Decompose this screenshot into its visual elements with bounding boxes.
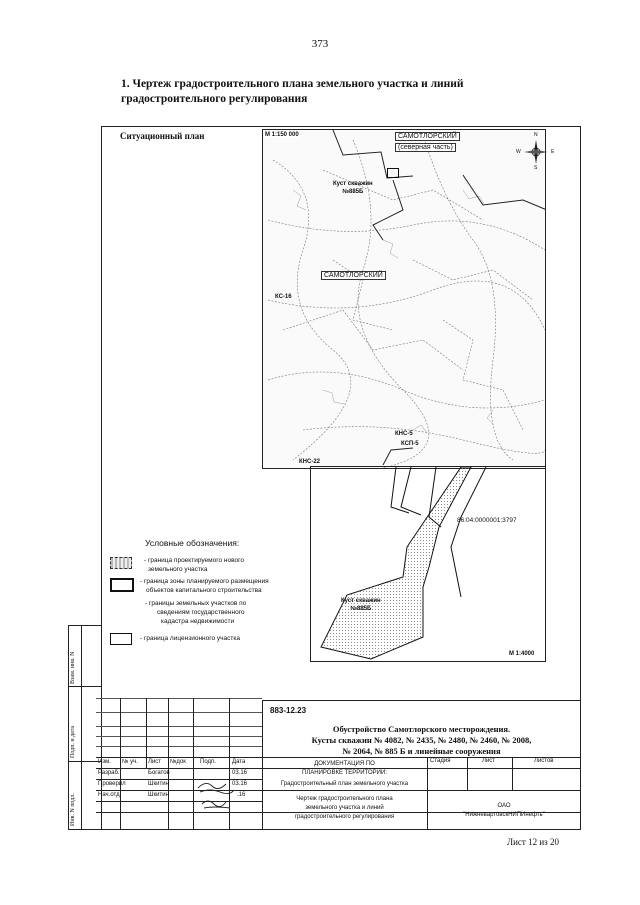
map-cluster-label-1: Куст скважин — [333, 181, 373, 187]
stamp-doc-title — [262, 760, 427, 778]
legend-item-3-line-1: - границы земельных участков по — [145, 600, 247, 607]
detail-plot-shape — [311, 467, 547, 663]
cluster-marker — [387, 168, 399, 178]
stamp-project-line-2: Кусты скважин № 4082, № 2435, № 2480, № 2460, № 2008, — [311, 735, 532, 745]
stamp-name-developer: Богатов — [148, 770, 170, 776]
legend-item-3-line-3: кадастра недвижимости — [161, 618, 235, 625]
legend-item-1-line-1: - граница проектируемого нового — [144, 557, 244, 564]
map-label-ksp5: КСП-5 — [401, 441, 419, 447]
detail-cluster-label — [341, 597, 381, 613]
stamp-stage-header: Стадия — [430, 758, 451, 764]
stamp-doc-title-2: ПЛАНИРОВКЕ ТЕРРИТОРИИ: — [302, 770, 387, 776]
stamp-name-checker: Шкитин — [148, 781, 169, 787]
stamp-role-head: Нач.отд. — [98, 792, 122, 798]
stamp-header-uch: № уч. — [122, 759, 138, 765]
detail-cluster-label-2: №885Б — [350, 606, 372, 612]
stamp-doc-title-1: ДОКУМЕНТАЦИЯ ПО — [314, 761, 375, 767]
stamp-drawing-name-3: градостроительного регулирования — [294, 814, 395, 820]
stamp-sheets-header: Листов — [534, 758, 554, 764]
title-block — [262, 700, 581, 830]
stamp-date-checker: 03.16 — [232, 781, 248, 787]
legend-swatch-zone — [110, 578, 134, 592]
map-roads — [263, 130, 546, 469]
stamp-header-date: Дата — [232, 759, 246, 765]
stamp-date-head: .16 — [237, 792, 246, 798]
detail-plan — [310, 466, 546, 662]
legend-item-3 — [145, 599, 246, 626]
stamp-company-2: "НижневартовскНИПИнефть" — [463, 812, 545, 818]
map-label-samotlor-north: САМОТЛОРСКИЙ — [395, 132, 460, 141]
situation-map — [262, 129, 546, 469]
page-title — [121, 77, 581, 107]
stamp-header-sign: Подп. — [200, 759, 216, 765]
page-number: 373 — [311, 38, 329, 50]
compass-s: S — [534, 165, 538, 171]
stamp-role-checker: Проверил — [98, 781, 126, 787]
situation-plan-label: Ситуационный план — [120, 131, 205, 141]
map-cluster-label — [333, 180, 373, 196]
stamp-company-1: ОАО — [497, 803, 511, 809]
legend-swatch-license — [110, 633, 132, 645]
legend-item-3-line-2: сведениям государственного — [157, 609, 245, 616]
stamp-sheet-header: Лист — [482, 758, 496, 764]
legend-item-2-line-2: объектов капитального строительства — [146, 587, 262, 594]
stamp-header-doc: №док — [170, 759, 186, 765]
stamp-date-developer: 03.16 — [232, 770, 248, 776]
stamp-project — [262, 724, 581, 757]
map-label-kns5: КНС-5 — [395, 431, 413, 437]
legend-item-2-line-1: - граница зоны планируемого размещения — [140, 578, 269, 585]
cadastral-number: 86:04:0000001:3797 — [457, 517, 517, 524]
side-label-orig-inv: Инв. N подл. — [70, 793, 76, 826]
legend-item-1 — [144, 556, 244, 574]
stamp-drawing-name-1: Чертеж градостроительного плана — [296, 796, 393, 802]
stamp-project-line-1: Обустройство Самотлорского месторождения. — [332, 724, 511, 734]
signature-icon — [196, 778, 236, 814]
stamp-name-head: Шкитин — [148, 792, 169, 798]
stamp-company — [427, 802, 581, 820]
stamp-role-developer: Разраб. — [98, 770, 120, 776]
title-line-1: 1. Чертеж градостроительного плана земельного участка и линий — [121, 78, 464, 90]
stamp-drawing-name-2: земельного участка и линий — [305, 805, 384, 811]
legend-item-4: - граница лицензионного участка — [140, 635, 240, 642]
stamp-drawing-name — [262, 795, 427, 822]
sheet-counter: Лист 12 из 20 — [507, 837, 559, 847]
title-line-2: градостроительного регулирования — [121, 93, 308, 105]
legend-title: Условные обозначения: — [145, 538, 240, 548]
side-label-sign-date: Подп. и дата — [70, 725, 76, 758]
detail-scale: М 1:4000 — [509, 651, 535, 657]
map-label-kc16: КС-16 — [275, 294, 292, 300]
detail-cluster-label-1: Куст скважин — [341, 598, 381, 604]
stamp-header-izm: Изм. — [98, 759, 111, 765]
legend-item-2 — [140, 577, 269, 595]
stamp-header-list: Лист — [148, 759, 162, 765]
map-label-kns22: КНС-22 — [299, 459, 320, 465]
compass-e: E — [551, 149, 555, 155]
compass-n: N — [534, 132, 538, 138]
revision-table — [96, 650, 262, 830]
map-cluster-label-2: №885Б — [342, 189, 364, 195]
legend-item-1-line-2: земельного участка — [148, 566, 208, 573]
stamp-project-line-3: № 2064, № 885 Б и линейные сооружения — [342, 746, 501, 756]
compass-w: W — [516, 149, 521, 155]
stamp-sheet-name: Градостроительный план земельного участка — [280, 781, 409, 787]
side-label-replace-inv: Взам. инв. N — [70, 651, 76, 684]
stamp-code: 883-12.23 — [270, 706, 307, 715]
compass-icon — [516, 132, 556, 172]
map-scale: М 1:150 000 — [265, 132, 299, 138]
map-label-north-part: (северная часть) — [395, 143, 456, 152]
map-label-samotlor: САМОТЛОРСКИЙ — [321, 271, 386, 280]
legend-swatch-new-plot — [110, 557, 132, 569]
